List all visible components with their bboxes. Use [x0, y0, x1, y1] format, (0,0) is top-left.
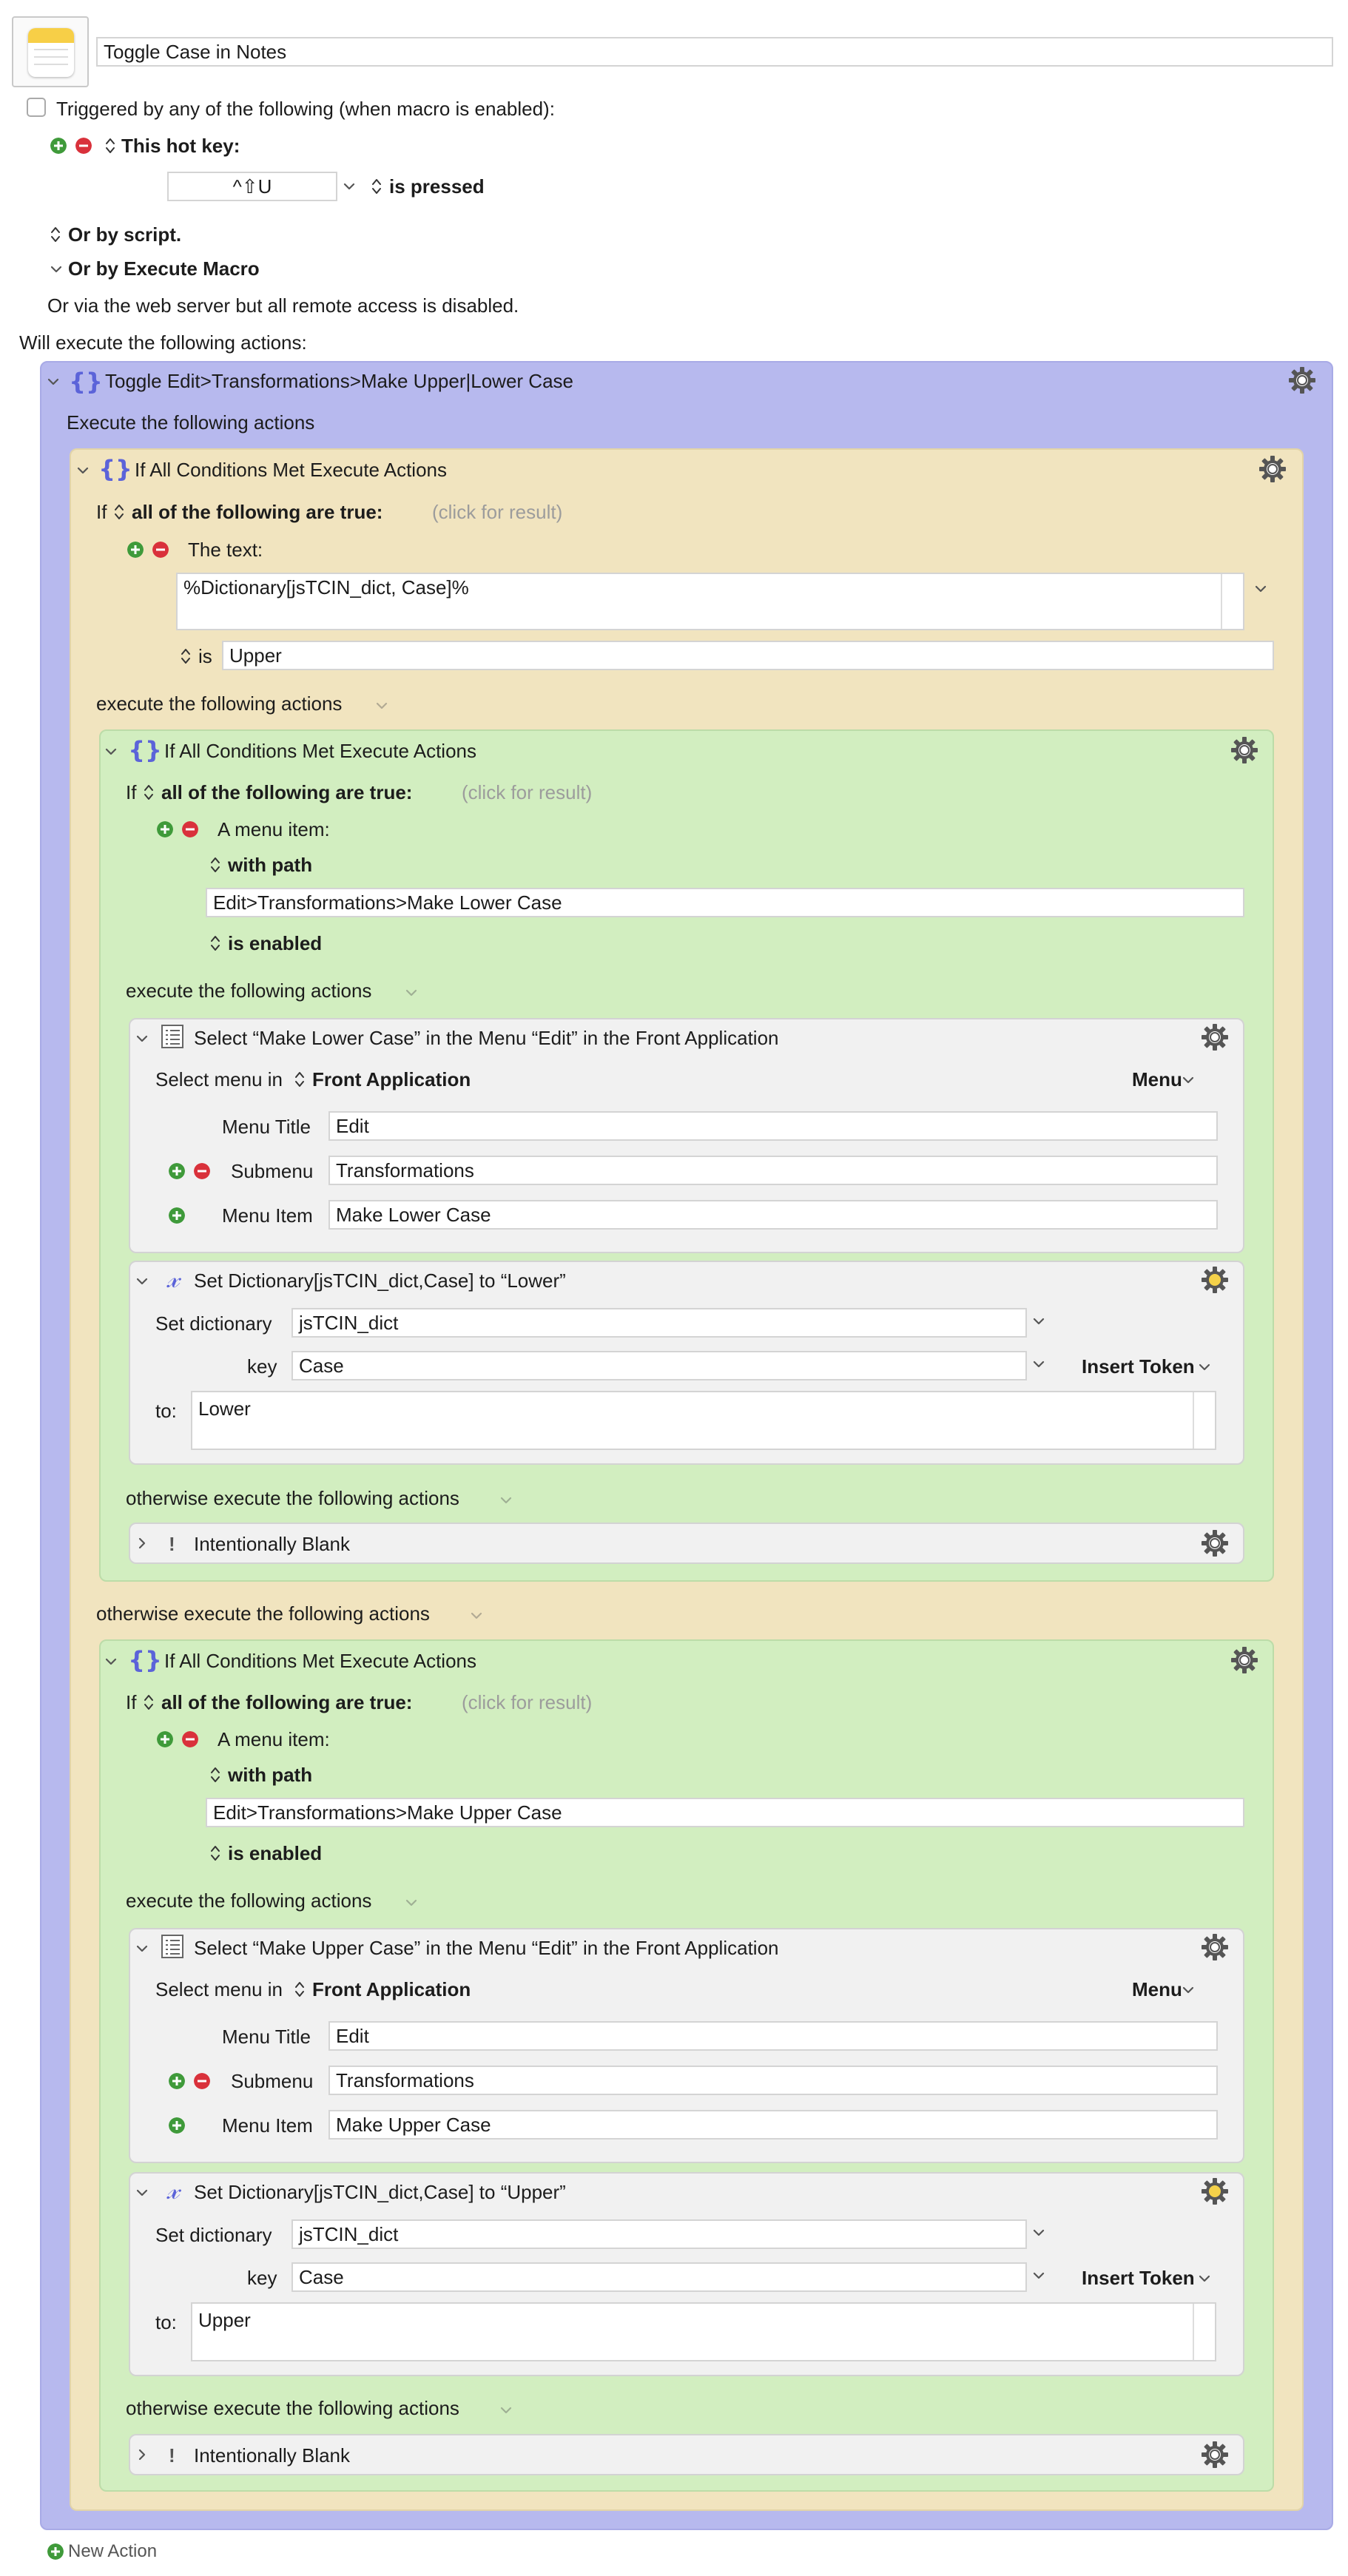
updown-icon[interactable]	[181, 647, 191, 666]
select-menu-title: Select “Make Lower Case” in the Menu “Edit” in the Front Application	[194, 1027, 779, 1049]
condition-mode[interactable]: all of the following are true:	[132, 501, 383, 523]
collapse-icon[interactable]	[135, 1941, 149, 1956]
chevron-down-icon[interactable]	[1197, 1360, 1212, 1375]
inner-execute-label: execute the following actions	[126, 980, 372, 1002]
hotkey-dropdown-icon[interactable]	[342, 179, 357, 194]
inner-if-title: If All Conditions Met Execute Actions	[164, 740, 476, 762]
toggle-execute-label: Execute the following actions	[67, 411, 315, 434]
to-label: to:	[155, 2311, 177, 2333]
gear-icon[interactable]	[1200, 1265, 1230, 1295]
insert-token-button[interactable]: Insert Token	[1082, 1355, 1195, 1378]
if-word: If	[96, 501, 107, 523]
add-condition-icon[interactable]	[157, 821, 173, 837]
key-label: key	[247, 2267, 277, 2289]
hotkey-label: This hot key:	[121, 135, 240, 157]
gear-icon[interactable]	[1200, 2177, 1230, 2206]
hotkey-state[interactable]: is pressed	[389, 175, 485, 198]
if-word: If	[126, 1691, 137, 1713]
insert-token-button[interactable]: Insert Token	[1082, 2267, 1195, 2289]
add-menu-item-icon[interactable]	[169, 1207, 185, 1224]
menu-button[interactable]: Menu	[1132, 1068, 1182, 1090]
expand-icon[interactable]	[135, 1536, 149, 1551]
click-for-result[interactable]: (click for result)	[462, 781, 593, 803]
app-selector[interactable]: Front Application	[312, 1978, 471, 2000]
add-submenu-icon[interactable]	[169, 2073, 185, 2089]
click-for-result[interactable]: (click for result)	[432, 501, 563, 523]
dictionary-field[interactable]: jsTCIN_dict	[291, 2219, 1027, 2249]
braces-icon	[130, 1645, 160, 1675]
add-trigger-icon[interactable]	[50, 138, 67, 154]
gear-icon[interactable]	[1200, 1022, 1230, 1052]
toggle-title: Toggle Edit>Transformations>Make Upper|Lower Case	[105, 370, 573, 392]
select-menu-in-label: Select menu in	[155, 1068, 283, 1090]
gear-icon[interactable]	[1258, 454, 1287, 484]
collapse-icon[interactable]	[135, 2185, 149, 2200]
menu-title-label: Menu Title	[222, 2026, 311, 2048]
text-condition-field[interactable]: %Dictionary[jsTCIN_dict, Case]%	[176, 573, 1244, 630]
set-dictionary-label: Set dictionary	[155, 2224, 272, 2246]
chevron-down-icon[interactable]	[1253, 581, 1268, 596]
app-selector[interactable]: Front Application	[312, 1068, 471, 1090]
remove-submenu-icon[interactable]	[194, 1163, 210, 1179]
chevron-down-icon[interactable]	[1031, 2225, 1046, 2240]
updown-icon[interactable]	[371, 177, 382, 196]
select-menu-title: Select “Make Upper Case” in the Menu “Edit” in the Front Application	[194, 1937, 779, 1959]
chevron-down-icon[interactable]	[404, 1895, 419, 1910]
collapse-icon[interactable]	[135, 1274, 149, 1289]
outer-otherwise-label: otherwise execute the following actions	[96, 1602, 430, 1625]
menu-path-field[interactable]: Edit>Transformations>Make Lower Case	[206, 888, 1244, 917]
chevron-down-icon[interactable]	[1197, 2271, 1212, 2286]
add-condition-icon[interactable]	[127, 542, 144, 558]
outer-execute-label: execute the following actions	[96, 692, 343, 715]
menu-title-field[interactable]: Edit	[328, 2021, 1218, 2051]
chevron-down-icon[interactable]	[1181, 1073, 1196, 1088]
updown-icon[interactable]	[294, 1070, 305, 1089]
to-field-scrollbar[interactable]	[1193, 2304, 1215, 2360]
updown-icon[interactable]	[114, 502, 124, 522]
exclamation-icon: !	[169, 2444, 175, 2467]
set-dictionary-label: Set dictionary	[155, 1312, 272, 1335]
click-for-result[interactable]: (click for result)	[462, 1691, 593, 1713]
menu-item-field[interactable]: Make Upper Case	[328, 2110, 1218, 2140]
variable-icon	[158, 1264, 188, 1293]
chevron-down-icon[interactable]	[1031, 1357, 1046, 1372]
trigger-checkbox[interactable]	[27, 98, 46, 117]
updown-icon[interactable]	[144, 1693, 154, 1712]
or-by-execute[interactable]: Or by Execute Macro	[68, 257, 260, 280]
menu-item-condition-label: A menu item:	[218, 1728, 330, 1750]
blank-title: Intentionally Blank	[194, 2444, 351, 2467]
remove-condition-icon[interactable]	[152, 542, 169, 558]
chevron-down-icon[interactable]	[1031, 1314, 1046, 1329]
chevron-down-icon[interactable]	[49, 262, 64, 277]
blank-title: Intentionally Blank	[194, 1533, 351, 1555]
submenu-field[interactable]: Transformations	[328, 1156, 1218, 1185]
updown-icon[interactable]	[50, 225, 61, 244]
will-execute-label: Will execute the following actions:	[19, 331, 307, 354]
with-path-label[interactable]: with path	[228, 854, 313, 876]
add-menu-item-icon[interactable]	[169, 2117, 185, 2134]
remove-submenu-icon[interactable]	[194, 2073, 210, 2089]
to-value-field[interactable]: Upper	[191, 2302, 1216, 2361]
chevron-down-icon[interactable]	[499, 1493, 513, 1508]
menu-item-label: Menu Item	[222, 2114, 313, 2137]
menu-item-condition-label: A menu item:	[218, 818, 330, 840]
menu-path-field[interactable]: Edit>Transformations>Make Upper Case	[206, 1798, 1244, 1827]
trigger-label: Triggered by any of the following (when macro is enabled):	[56, 98, 555, 120]
updown-icon[interactable]	[210, 1765, 220, 1784]
collapse-icon[interactable]	[46, 374, 61, 389]
gear-icon[interactable]	[1230, 735, 1259, 765]
gear-icon[interactable]	[1200, 1932, 1230, 1962]
chevron-down-icon[interactable]	[1181, 1983, 1196, 1997]
inner-otherwise-label: otherwise execute the following actions	[126, 2397, 459, 2419]
outer-if-title: If All Conditions Met Execute Actions	[135, 459, 447, 481]
remove-condition-icon[interactable]	[182, 1731, 198, 1747]
submenu-label: Submenu	[231, 2070, 314, 2092]
chevron-down-icon[interactable]	[404, 985, 419, 1000]
condition-mode[interactable]: all of the following are true:	[161, 1691, 413, 1713]
updown-icon[interactable]	[105, 136, 115, 155]
updown-icon[interactable]	[144, 783, 154, 802]
menu-title-label: Menu Title	[222, 1116, 311, 1138]
hotkey-field[interactable]: ^⇧U	[167, 172, 337, 201]
updown-icon[interactable]	[294, 1980, 305, 1999]
chevron-down-icon[interactable]	[499, 2403, 513, 2418]
macro-name-field[interactable]: Toggle Case in Notes	[96, 37, 1333, 67]
remove-trigger-icon[interactable]	[75, 138, 92, 154]
updown-icon[interactable]	[210, 934, 220, 953]
web-server-note: Or via the web server but all remote access is disabled.	[47, 294, 519, 317]
collapse-icon[interactable]	[104, 1654, 118, 1669]
new-action-icon[interactable]	[47, 2543, 64, 2560]
gear-icon[interactable]	[1230, 1645, 1259, 1675]
menu-icon	[160, 1934, 185, 1959]
to-field-scrollbar[interactable]	[1193, 1392, 1215, 1449]
new-action-button[interactable]: New Action	[68, 2541, 158, 2561]
collapse-icon[interactable]	[75, 463, 90, 478]
chevron-down-icon[interactable]	[1031, 2268, 1046, 2283]
is-value-field[interactable]: Upper	[222, 641, 1274, 670]
inner-execute-label: execute the following actions	[126, 1889, 372, 1912]
gear-icon[interactable]	[1287, 365, 1317, 395]
collapse-icon[interactable]	[135, 1031, 149, 1046]
menu-icon	[160, 1024, 185, 1049]
if-word: If	[126, 781, 137, 803]
chevron-down-icon[interactable]	[374, 698, 389, 713]
updown-icon[interactable]	[210, 855, 220, 874]
select-menu-in-label: Select menu in	[155, 1978, 283, 2000]
key-field[interactable]: Case	[291, 1351, 1027, 1380]
key-label: key	[247, 1355, 277, 1378]
variable-icon	[158, 2175, 188, 2205]
set-dictionary-title: Set Dictionary[jsTCIN_dict,Case] to “Lower”	[194, 1270, 566, 1292]
to-label: to:	[155, 1400, 177, 1422]
menu-title-field[interactable]: Edit	[328, 1111, 1218, 1141]
collapse-icon[interactable]	[104, 744, 118, 759]
set-dictionary-title: Set Dictionary[jsTCIN_dict,Case] to “Upper”	[194, 2181, 566, 2203]
dictionary-field[interactable]: jsTCIN_dict	[291, 1308, 1027, 1338]
menu-item-label: Menu Item	[222, 1204, 313, 1227]
add-condition-icon[interactable]	[157, 1731, 173, 1747]
braces-icon	[101, 454, 130, 484]
gear-icon[interactable]	[1200, 2440, 1230, 2469]
exclamation-icon: !	[169, 1533, 175, 1555]
is-enabled-label[interactable]: is enabled	[228, 1842, 323, 1864]
braces-icon	[71, 367, 101, 397]
to-value-field[interactable]: Lower	[191, 1391, 1216, 1450]
text-condition-label: The text:	[188, 539, 263, 561]
with-path-label[interactable]: with path	[228, 1764, 313, 1786]
is-word: is	[198, 645, 212, 667]
submenu-label: Submenu	[231, 1160, 314, 1182]
inner-otherwise-label: otherwise execute the following actions	[126, 1487, 459, 1509]
expand-icon[interactable]	[135, 2447, 149, 2462]
gear-icon[interactable]	[1200, 1528, 1230, 1558]
condition-mode[interactable]: all of the following are true:	[161, 781, 413, 803]
braces-icon	[130, 735, 160, 765]
menu-button[interactable]: Menu	[1132, 1978, 1182, 2000]
notes-app-icon	[12, 16, 89, 87]
add-submenu-icon[interactable]	[169, 1163, 185, 1179]
inner-if-title: If All Conditions Met Execute Actions	[164, 1650, 476, 1672]
remove-condition-icon[interactable]	[182, 821, 198, 837]
is-enabled-label[interactable]: is enabled	[228, 932, 323, 954]
chevron-down-icon[interactable]	[469, 1608, 484, 1623]
key-field[interactable]: Case	[291, 2262, 1027, 2292]
text-field-scrollbar[interactable]	[1221, 574, 1243, 629]
or-by-script[interactable]: Or by script.	[68, 223, 182, 246]
submenu-field[interactable]: Transformations	[328, 2066, 1218, 2095]
updown-icon[interactable]	[210, 1844, 220, 1863]
menu-item-field[interactable]: Make Lower Case	[328, 1200, 1218, 1230]
